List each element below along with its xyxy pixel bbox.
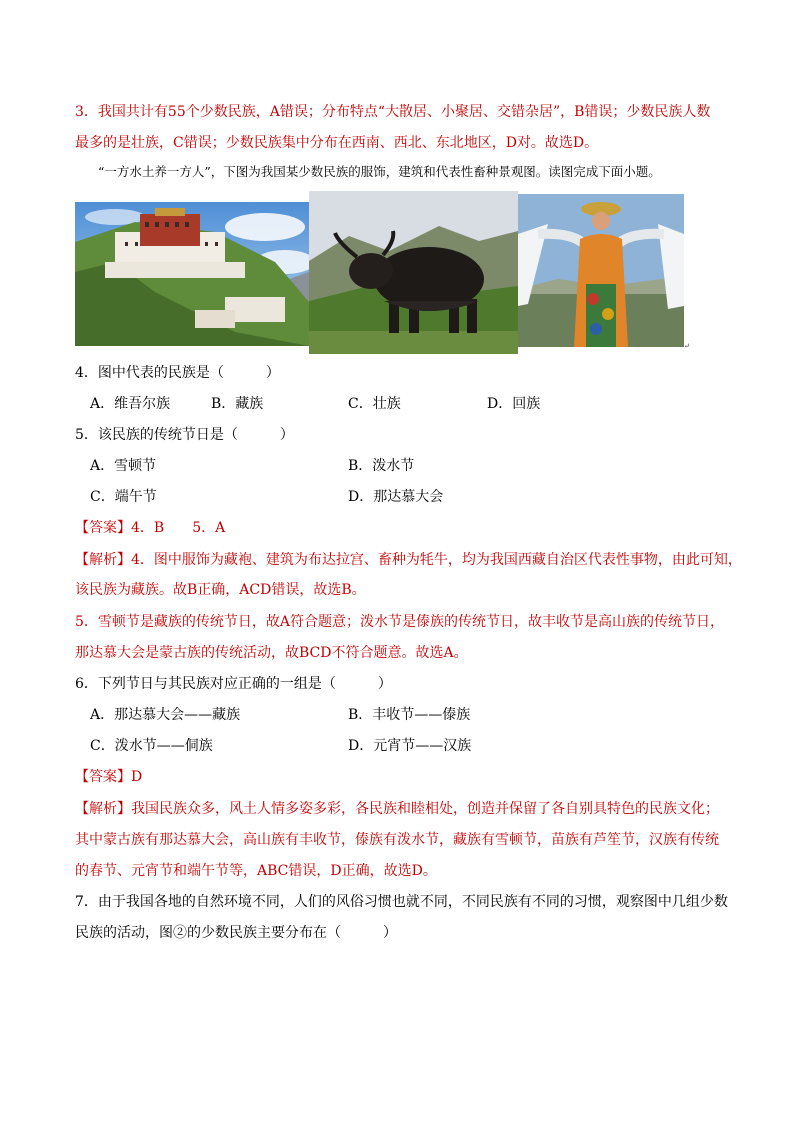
analysis-6-line-3: 的春节、元宵节和端午节等，ABC错误，D正确，故选D。 bbox=[75, 863, 437, 879]
image-line-mark: ↵ bbox=[684, 342, 690, 350]
answer-text: 4．B 5．A bbox=[131, 520, 226, 536]
analysis-45-line-2: 该民族为藏族。故B正确，ACD错误，故选B。 bbox=[75, 582, 366, 598]
q5-option-c: C．端午节 bbox=[90, 489, 157, 505]
q6-option-c: C．泼水节——侗族 bbox=[90, 738, 213, 754]
answer-45 bbox=[75, 518, 225, 538]
q3-explanation-line-2: 最多的是壮族，C错误；少数民族集中分布在西南、西北、东北地区，D对。故选D。 bbox=[75, 135, 599, 151]
q6-stem: 6．下列节日与其民族对应正确的一组是（ ） bbox=[75, 676, 392, 692]
answer-tag: 【答案】 bbox=[75, 520, 131, 536]
potala-palace-photo bbox=[75, 202, 309, 346]
q7-stem-line-2: 民族的活动，图②的少数民族主要分布在（ ） bbox=[75, 925, 397, 941]
analysis-6-line-1 bbox=[75, 799, 719, 819]
q7-stem-line-1: 7．由于我国各地的自然环境不同，人们的风俗习惯也就不同，不同民族有不同的习惯，观察图中几组少数 bbox=[75, 894, 728, 910]
yak-photo bbox=[309, 191, 518, 354]
q5-option-a: A．雪顿节 bbox=[90, 458, 157, 474]
question-intro: “一方水土养一方人”，下图为我国某少数民族的服饰，建筑和代表性畜种景观图。读图完成下面小题。 bbox=[98, 164, 661, 179]
q4-option-d: D．回族 bbox=[487, 396, 541, 412]
answer-tag: 【答案】 bbox=[75, 769, 131, 785]
q5-stem: 5．该民族的传统节日是（ ） bbox=[75, 427, 294, 443]
q4-option-c: C．壮族 bbox=[348, 396, 401, 412]
q4-option-a: A．维吾尔族 bbox=[90, 396, 171, 412]
q4-option-b: B．藏族 bbox=[211, 396, 264, 412]
analysis-45-line-1 bbox=[75, 550, 742, 570]
q6-option-d: D．元宵节——汉族 bbox=[348, 738, 472, 754]
analysis-45-line-3: 5．雪顿节是藏族的传统节日，故A符合题意；泼水节是傣族的传统节日，故丰收节是高山族的传统节日， bbox=[75, 614, 725, 630]
q5-option-b: B．泼水节 bbox=[348, 458, 415, 474]
q3-explanation-line-1: 3．我国共计有55个少数民族，A错误；分布特点“大散居、小聚居、交错杂居”，B错误；少数民族人数 bbox=[75, 104, 711, 120]
q5-option-d: D．那达慕大会 bbox=[348, 489, 444, 505]
analysis-text: 我国民族众多，风土人情多姿多彩，各民族和睦相处，创造并保留了各自别具特色的民族文化； bbox=[131, 801, 719, 817]
q4-stem: 4．图中代表的民族是（ ） bbox=[75, 365, 280, 381]
q6-option-b: B．丰收节——傣族 bbox=[348, 707, 471, 723]
answer-text: D bbox=[131, 769, 143, 785]
analysis-tag: 【解析】 bbox=[75, 552, 131, 568]
analysis-text: 4．图中服饰为藏袍、建筑为布达拉宫、畜种为牦牛，均为我国西藏自治区代表性事物，由此可知， bbox=[131, 552, 742, 568]
answer-6 bbox=[75, 767, 142, 787]
q6-option-a: A．那达慕大会——藏族 bbox=[90, 707, 241, 723]
tibetan-dancer-photo bbox=[518, 194, 684, 347]
analysis-tag: 【解析】 bbox=[75, 801, 131, 817]
analysis-45-line-4: 那达慕大会是蒙古族的传统活动，故BCD不符合题意。故选A。 bbox=[75, 645, 468, 661]
analysis-6-line-2: 其中蒙古族有那达慕大会，高山族有丰收节，傣族有泼水节，藏族有雪顿节，苗族有芦笙节，汉族有传统 bbox=[75, 832, 719, 848]
